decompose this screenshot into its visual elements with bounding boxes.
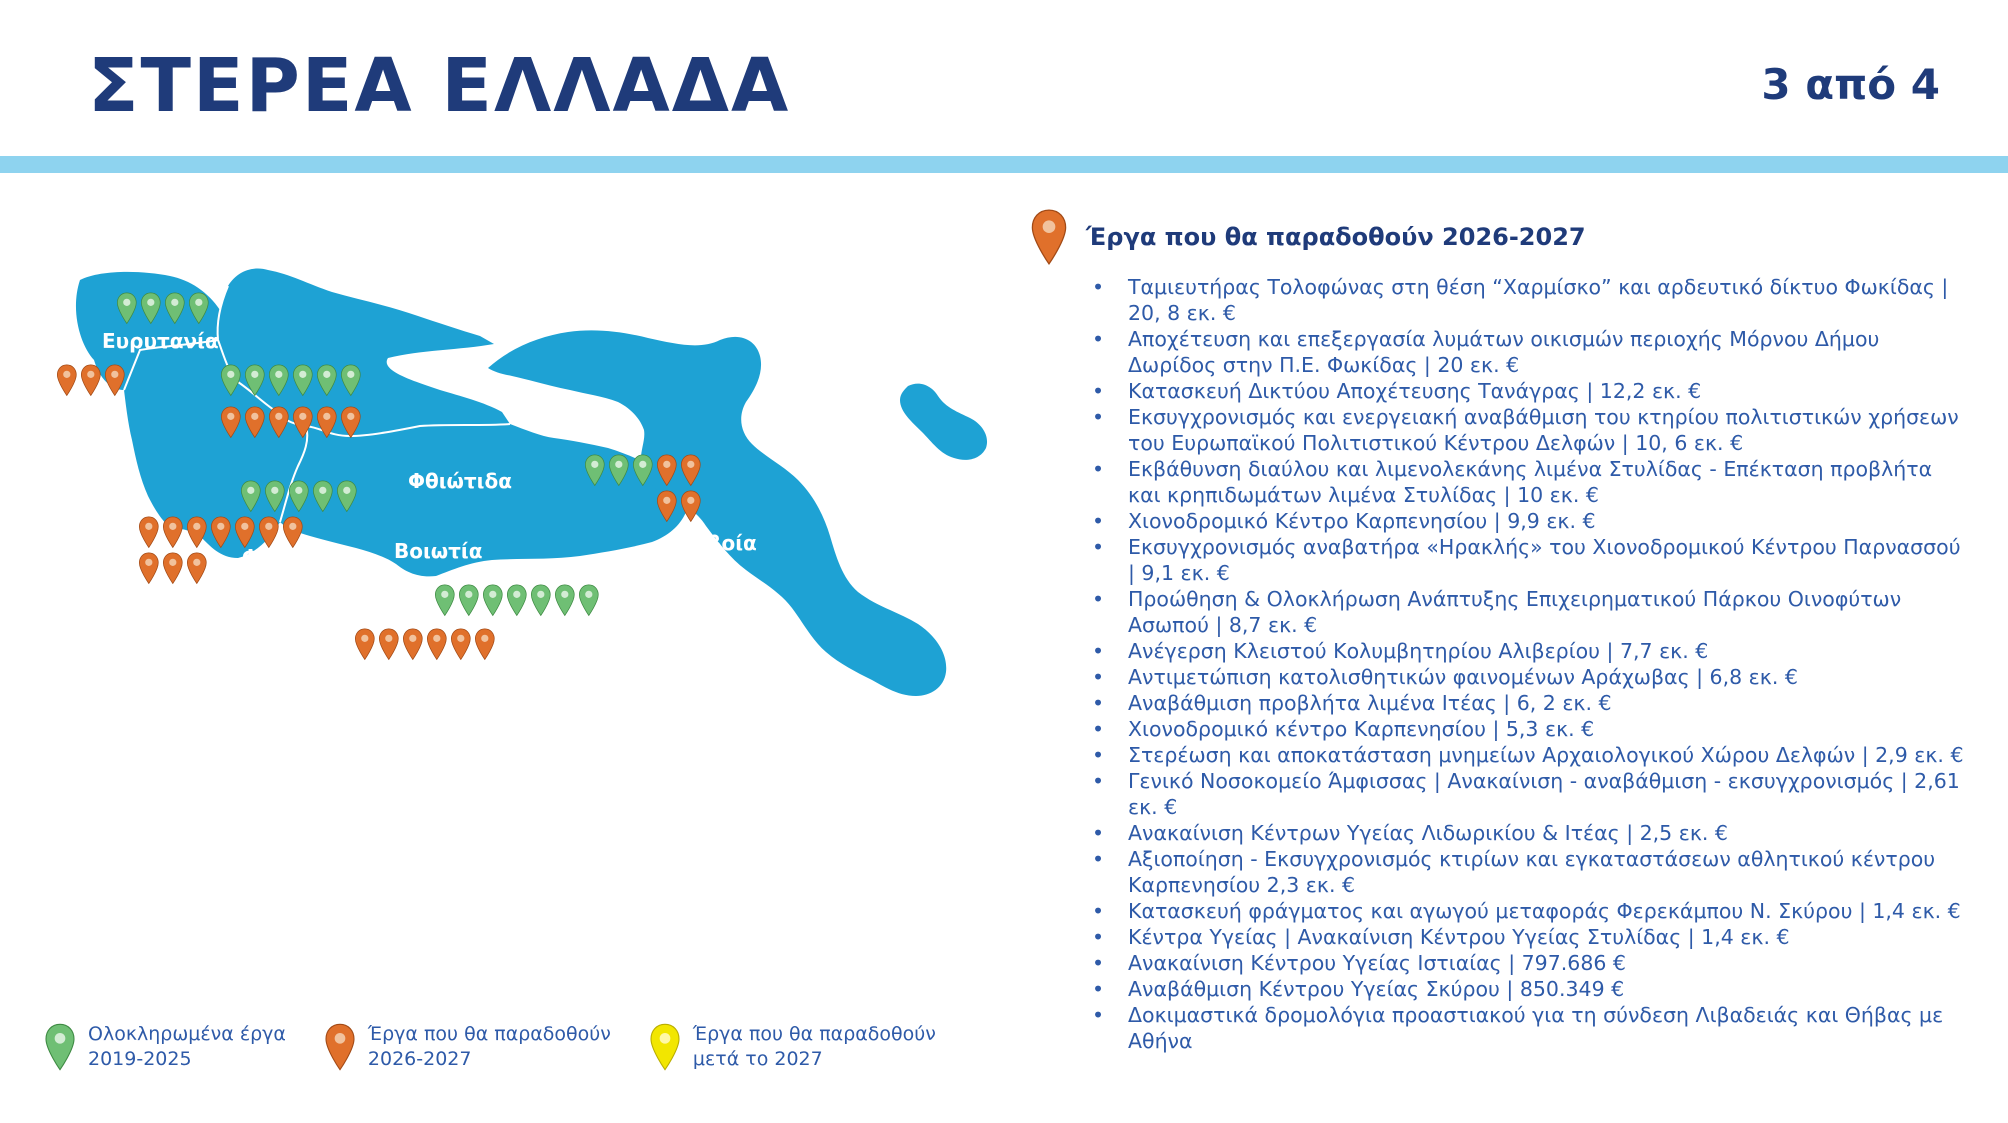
region-skyros (900, 384, 987, 460)
orange-pin-icon (475, 629, 494, 660)
project-item: • Κατασκευή φράγματος και αγωγού μεταφοράς Φερεκάμπου Ν. Σκύρου | 1,4 εκ. € (1092, 898, 1970, 924)
project-item: • Ανέγερση Κλειστού Κολυμβητηρίου Αλιβερίου | 7,7 εκ. € (1092, 638, 1970, 664)
green-pin-icon (435, 585, 454, 616)
project-item: • Χιονοδρομικό Κέντρο Καρπενησίου | 9,9 εκ. € (1092, 508, 1970, 534)
projects-list (1092, 274, 1970, 1054)
legend-item-after-2027 (649, 1022, 936, 1072)
project-item: • Γενικό Νοσοκομείο Άμφισσας | Ανακαίνιση - αναβάθμιση - εκσυγχρονισμός | 2,61 εκ. € (1092, 768, 1970, 820)
project-item: • Ανακαίνιση Κέντρων Υγείας Λιδωρικίου & Ιτέας | 2,5 εκ. € (1092, 820, 1970, 846)
projects-panel (1030, 208, 1970, 1054)
orange-pin-icon (427, 629, 446, 660)
projects-header (1030, 208, 1970, 266)
orange-pin-icon (105, 365, 124, 396)
project-item: • Εκσυγχρονισμός και ενεργειακή αναβάθμιση του κτηρίου πολιτιστικών χρήσεων του Ευρωπαϊκού Πολιτιστικού Κέντρου Δελφών | 10, 6 εκ. € (1092, 404, 1970, 456)
region-map-svg (40, 240, 1000, 760)
orange-pin-icon (451, 629, 470, 660)
page-title: ΣΤΕΡΕΑ ΕΛΛΑΔΑ (88, 43, 791, 129)
orange-pin-icon (324, 1022, 356, 1072)
legend-label-2026-2027: Έργα που θα παραδοθούν 2026-2027 (367, 1023, 611, 1070)
project-item: • Στερέωση και αποκατάσταση μνημείων Αρχαιολογικού Χώρου Δελφών | 2,9 εκ. € (1092, 742, 1970, 768)
project-item: • Ταμιευτήρας Τολοφώνας στη θέση “Χαρμίσκο” και αρδευτικό δίκτυο Φωκίδας | 20, 8 εκ. € (1092, 274, 1970, 326)
project-item: • Χιονοδρομικό κέντρο Καρπενησίου | 5,3 εκ. € (1092, 716, 1970, 742)
map-legend (44, 1022, 936, 1072)
orange-pin-icon (283, 517, 302, 548)
green-pin-icon (507, 585, 526, 616)
project-item: • Αποχέτευση και επεξεργασία λυμάτων οικισμών περιοχής Μόρνου Δήμου Δωρίδος στην Π.Ε. Φωκίδας | 20 εκ. € (1092, 326, 1970, 378)
yellow-pin-icon (649, 1022, 681, 1072)
project-item: • Αξιοποίηση - Εκσυγχρονισμός κτιρίων και εγκαταστάσεων αθλητικού κέντρου Καρπενησίου 2,3 εκ. € (1092, 846, 1970, 898)
project-item: • Ανακαίνιση Κέντρου Υγείας Ιστιαίας | 797.686 € (1092, 950, 1970, 976)
project-item: • Αναβάθμιση Κέντρου Υγείας Σκύρου | 850.349 € (1092, 976, 1970, 1002)
orange-pin-icon (403, 629, 422, 660)
region-label-evia: Ευβοία (680, 531, 757, 555)
orange-pin-icon (187, 553, 206, 584)
green-pin-icon (483, 585, 502, 616)
orange-pin-icon (379, 629, 398, 660)
header-divider-band (0, 156, 2008, 173)
orange-pin-icon (81, 365, 100, 396)
page-indicator: 3 από 4 (1761, 60, 1940, 109)
project-item: • Κέντρα Υγείας | Ανακαίνιση Κέντρου Υγείας Στυλίδας | 1,4 εκ. € (1092, 924, 1970, 950)
green-pin-icon (44, 1022, 76, 1072)
region-map (40, 240, 1000, 760)
orange-pin-icon (355, 629, 374, 660)
green-pin-icon (531, 585, 550, 616)
orange-pin-icon (187, 517, 206, 548)
orange-pin-icon (139, 553, 158, 584)
orange-pin-icon (1030, 208, 1068, 266)
project-item: • Δοκιμαστικά δρομολόγια προαστιακού για τη σύνδεση Λιβαδειάς και Θήβας με Αθήνα (1092, 1002, 1970, 1054)
project-item: • Προώθηση & Ολοκλήρωση Ανάπτυξης Επιχειρηματικού Πάρκου Οινοφύτων Ασωπού | 8,7 εκ. € (1092, 586, 1970, 638)
legend-label-completed: Ολοκληρωμένα έργα 2019-2025 (88, 1023, 286, 1070)
orange-pin-icon (57, 365, 76, 396)
green-pin-icon (459, 585, 478, 616)
orange-pin-icon (681, 491, 700, 522)
project-item: • Αντιμετώπιση κατολισθητικών φαινομένων Αράχωβας | 6,8 εκ. € (1092, 664, 1970, 690)
region-label-evrytania: Ευρυτανία (102, 329, 219, 353)
legend-item-completed (44, 1022, 286, 1072)
region-label-fthiotida: Φθιώτιδα (408, 469, 512, 493)
orange-pin-icon (163, 553, 182, 584)
project-item: • Αναβάθμιση προβλήτα λιμένα Ιτέας | 6, 2 εκ. € (1092, 690, 1970, 716)
region-label-voiotia: Βοιωτία (394, 539, 483, 563)
legend-label-after-2027: Έργα που θα παραδοθούν μετά το 2027 (692, 1023, 936, 1070)
green-pin-icon (555, 585, 574, 616)
legend-item-2026-2027 (324, 1022, 611, 1072)
project-item: • Εκβάθυνση διαύλου και λιμενολεκάνης λιμένα Στυλίδας - Επέκταση προβλήτα και κρηπιδωμάτων λιμένα Στυλίδας | 10 εκ. € (1092, 456, 1970, 508)
region-label-fokida: Φωκίδα (242, 545, 326, 569)
project-item: • Κατασκευή Δικτύου Αποχέτευσης Τανάγρας | 12,2 εκ. € (1092, 378, 1970, 404)
orange-pin-icon (139, 517, 158, 548)
project-item: • Εκσυγχρονισμός αναβατήρα «Ηρακλής» του Χιονοδρομικού Κέντρου Παρνασσού | 9,1 εκ. € (1092, 534, 1970, 586)
orange-pin-icon (163, 517, 182, 548)
green-pin-icon (579, 585, 598, 616)
projects-heading: Έργα που θα παραδοθούν 2026-2027 (1086, 223, 1586, 251)
